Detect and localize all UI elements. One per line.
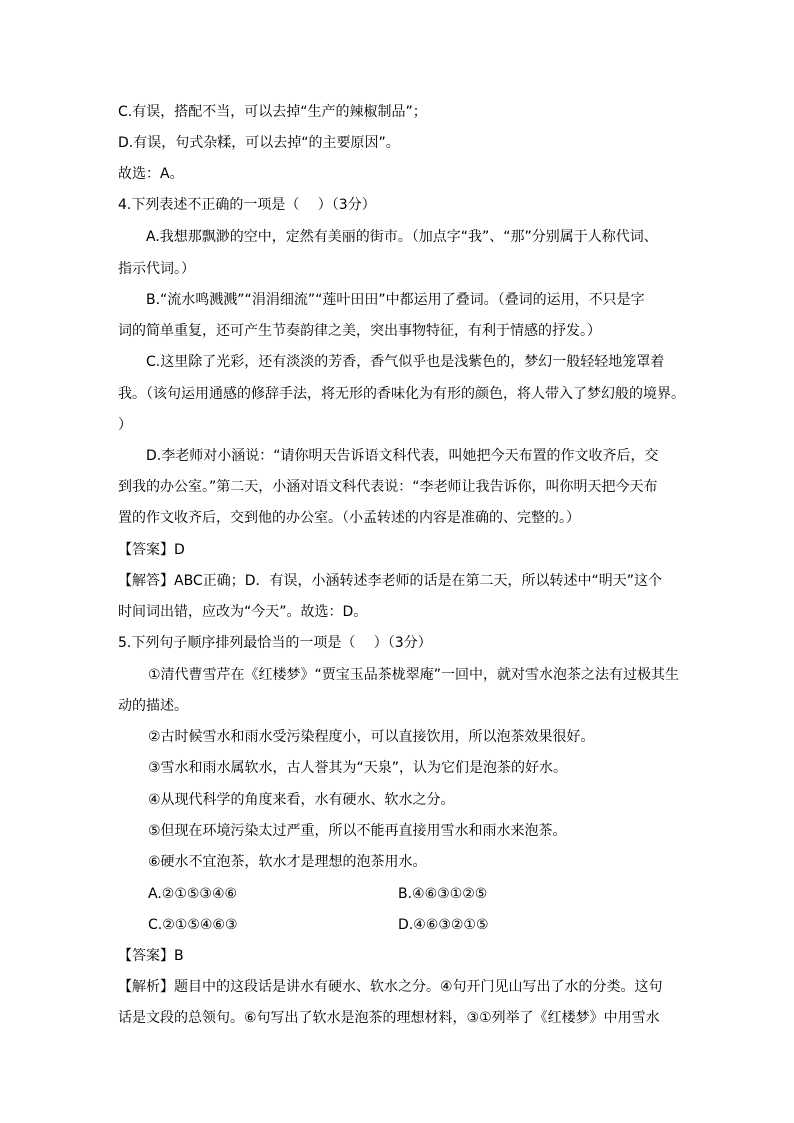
sentence-4: ④从现代科学的角度来看，水有硬水、软水之分。: [148, 792, 455, 808]
question-4-stem: 4.下列表述不正确的一项是（ ）（3分）: [118, 197, 376, 213]
q4-option-b-line1: B.“流水鸣溅溅”“涓涓细流”“莲叶田田”中都运用了叠词。（叠词的运用，不只是字: [146, 292, 645, 308]
q4-answer: 【答案】D: [118, 542, 185, 558]
q5-explanation-line2: 话是文段的总领句。⑥句写出了软水是泡茶的理想材料，③①列举了《红楼梦》中用雪水: [118, 1010, 660, 1026]
q4-option-d-line2: 到我的办公室。”第二天，小涵对语文科代表说：“李老师让我告诉你，叫你明天把今天布: [118, 479, 658, 495]
q5-option-c: C.②①⑤④⑥③: [148, 917, 238, 933]
q5-option-d: D.④⑥③②①⑤: [398, 917, 489, 933]
q4-option-c-line1: C.这里除了光彩，还有淡淡的芳香，香气似乎也是浅紫色的，梦幻一般轻轻地笼罩着: [146, 354, 665, 370]
sentence-1-line2: 动的描述。: [118, 698, 188, 714]
sentence-3: ③雪水和雨水属软水，古人誉其为“天泉”，认为它们是泡茶的好水。: [148, 760, 568, 776]
q5-answer: 【答案】B: [118, 948, 184, 964]
sentence-5: ⑤但现在环境污染太过严重，所以不能再直接用雪水和雨水来泡茶。: [148, 823, 567, 839]
q3-selection: 故选：A。: [118, 166, 184, 182]
q4-explanation-line1: 【解答】ABC正确；D．有误，小涵转述李老师的话是在第二天，所以转述中“明天”这个: [118, 573, 662, 589]
q4-option-c-line2: 我。（该句运用通感的修辞手法，将无形的香味化为有形的颜色，将人带入了梦幻般的境界。: [118, 386, 685, 402]
question-5-stem: 5.下列句子顺序排列最恰当的一项是（ ）（3分）: [118, 635, 432, 651]
q5-explanation-line1: 【解析】题目中的这段话是讲水有硬水、软水之分。④句开门见山写出了水的分类。这句: [118, 979, 663, 995]
q4-explanation-line2: 时间词出错，应改为“今天”。故选：D。: [118, 604, 368, 620]
q4-option-d-line1: D.李老师对小涵说：“请你明天告诉语文科代表，叫她把今天布置的作文收齐后，交: [146, 448, 659, 464]
q4-option-a-line1: A.我想那飘渺的空中，定然有美丽的街市。（加点字“我”、“那”分别属于人称代词、: [146, 229, 658, 245]
d-option-note: D.有误，句式杂糅，可以去掉“的主要原因”。: [118, 135, 400, 151]
q4-option-b-line2: 词的简单重复，还可产生节奏韵律之美，突出事物特征，有利于情感的抒发。）: [118, 323, 601, 339]
c-option-note: C.有误，搭配不当，可以去掉“生产的辣椒制品”；: [118, 104, 427, 120]
q4-option-d-line3: 置的作文收齐后，交到他的办公室。（小孟转述的内容是准确的、完整的。）: [118, 510, 580, 526]
sentence-2: ②古时候雪水和雨水受污染程度小，可以直接饮用，所以泡茶效果很好。: [148, 729, 595, 745]
q4-option-a-line2: 指示代词。）: [118, 261, 195, 277]
q4-option-c-line3: ）: [118, 417, 132, 433]
q5-option-b: B.④⑥③①②⑤: [398, 886, 488, 902]
sentence-6: ⑥硬水不宜泡茶，软水才是理想的泡茶用水。: [148, 854, 427, 870]
sentence-1-line1: ①清代曹雪芹在《红楼梦》“贾宝玉品茶栊翠庵”一回中，就对雪水泡茶之法有过极其生: [148, 667, 680, 683]
q5-option-a: A.②①⑤③④⑥: [148, 886, 238, 902]
